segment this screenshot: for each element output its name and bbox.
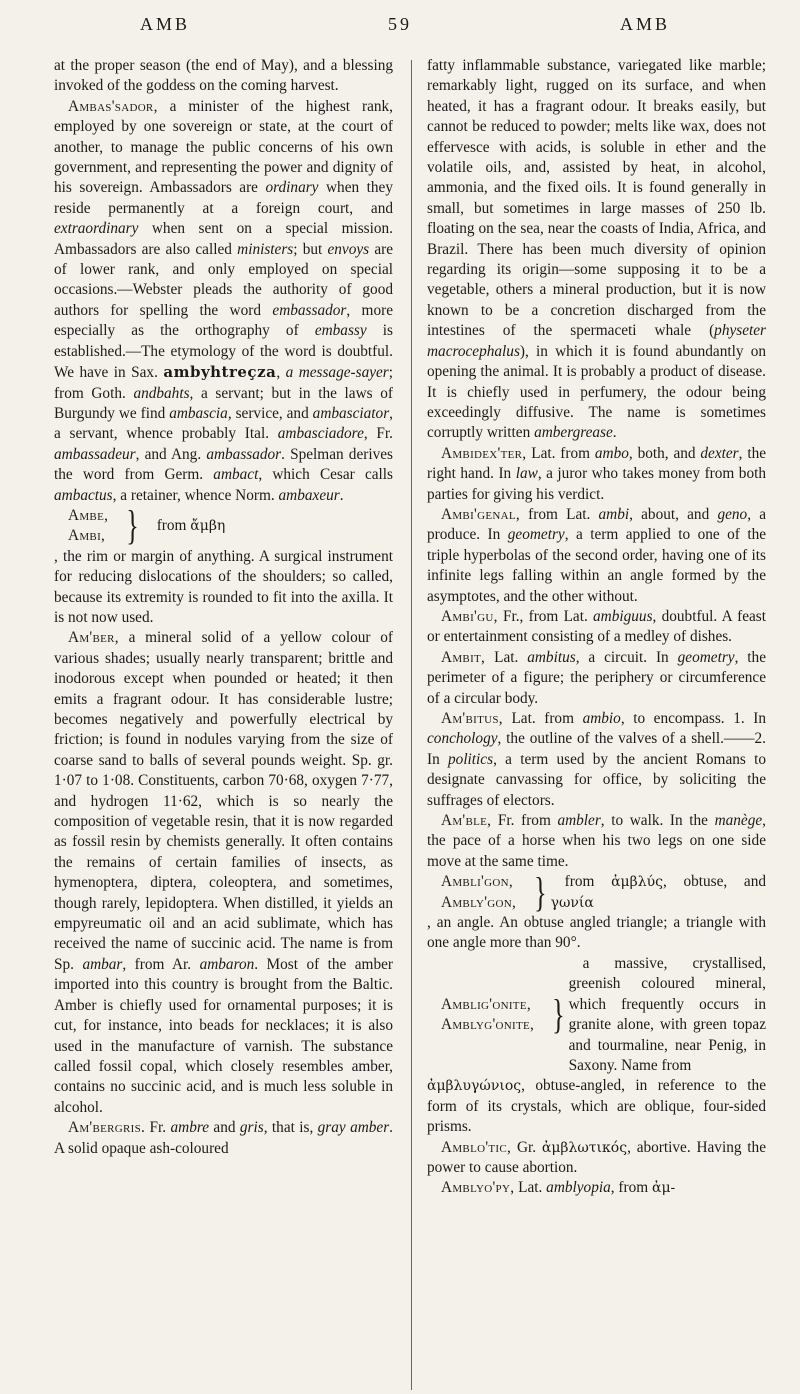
- headword: Am'bergris.: [68, 1119, 146, 1137]
- entry-continuation: at the proper season (the end of May), and a blessing invoked of the goddess on the coming harvest.: [54, 57, 393, 95]
- entry-ambe: Ambe, Ambi, } from ἄμβη: [54, 506, 393, 547]
- page-number: 59: [388, 14, 412, 34]
- entry-amblotic: Amblo'tic, Gr. ἀμβλωτικός, abortive. Having the power to cause abortion.: [427, 1138, 766, 1176]
- entry-ambitus: Am'bitus, Lat. from ambio, to encompass. 1. In conchology, the outline of the valves of a shell.——2. In politics, a term used by the ancient Romans to designate canvassing for office, by soliciting the suffrages of electors.: [427, 710, 767, 809]
- entry-ambit: Ambit, Lat. ambitus, a circuit. In geometry, the perimeter of a figure; the periphery or circumference of a circular body.: [427, 648, 766, 707]
- header-left-guideword: AMB: [140, 14, 191, 34]
- headword: Am'ble,: [441, 812, 492, 830]
- entry-ambergris: Am'bergris. Fr. ambre and gris, that is, gray amber. A solid opaque ash-coloured: [54, 1119, 393, 1157]
- anglo-saxon-word: ambyhtreçza: [163, 363, 277, 382]
- headword: Amblyg'onite,: [441, 1016, 535, 1034]
- headword: Ambas'sador,: [68, 97, 158, 115]
- two-column-body: [54, 56, 766, 1356]
- headword: Ambli'gon,: [441, 873, 513, 891]
- headword: Amblo'tic,: [441, 1138, 512, 1156]
- right-column: [427, 56, 766, 1199]
- headword: Am'bitus,: [441, 710, 503, 727]
- headword: Ambe,: [68, 506, 109, 524]
- header-right-guideword: AMB: [620, 14, 671, 34]
- entry-amber: Am'ber, a mineral solid of a yellow colour of various shades; usually nearly transparent; brittle and inodorous except when pounded or heated; it then emits a fragrant odour. It has considerable lustre; becomes negatively and powerfully electrical by friction; is found in nodules varying from the size of coarse sand to balls of several pounds weight. Sp. gr. 1·07 to 1·08. Constituents, carbon 70·68, oxygen 7·77, and hydrogen 11·62, which is so nearly the composition of vegetable resin, that it is now regarded as fossil resin by chemists generally. It often contains the remains of certain families of insects, as hymenoptera, diptera, coleoptera, and sometimes, though rarely, lepidoptera. When distilled, it yields an empyreumatic oil and an acid sublimate, which has received the name of succinic acid. The name is from Sp. ambar, from Ar. ambaron. Most of the amber imported into this country is brought from the Baltic. Amber is chiefly used for ornamental purposes; it is cut, for instance, into beads for necklaces; it is also used in the manufacture of varnish. The substance called fossil copal, which closely resembles amber, contains no succinic acid, and is much less soluble in alcohol.: [54, 629, 393, 1116]
- entry-ambergris-continued: fatty inflammable substance, variegated like marble; remarkably light, rugged on its surface, and when heated, it has a fragrant odour. It breaks easily, but cannot be reduced to powder; melts like wax, does not effervesce with acids, is soluble in ether and the volatile oils, and, assisted by heat, in alcohol, ammonia, and the fixed oils. It is found generally in small, but sometimes in large masses of 250 lb. floating on the sea, near the coasts of India, Africa, and Brazil. There has been much diversity of opinion regarding its origin—some supposing it to be a vegetable, others a mineral production, but it is now known to be a concretion discharged from the intestines of the spermaceti whale (physeter macrocephalus), in which it is found abundantly on opening the animal. It is probably a product of disease. It is chiefly used in perfumery, the odour being exceedingly diffusive. The name is sometimes corruptly written ambergrease.: [427, 57, 766, 442]
- left-column: [54, 56, 393, 1159]
- entry-amblygon-definition: , an angle. An obtuse angled triangle; a triangle with one angle more than 90°.: [427, 914, 766, 952]
- entry-ambidexter: Ambidex'ter, Lat. from ambo, both, and dexter, the right hand. In law, a juror who takes money from both parties for giving his verdict.: [427, 444, 767, 503]
- headword: Am'ber,: [68, 629, 119, 647]
- brace-glyph: }: [552, 991, 565, 1038]
- headword: Amblig'onite,: [441, 995, 531, 1013]
- entry-amblyopy: Amblyo'py, Lat. amblyopia, from ἀμ-: [441, 1179, 676, 1197]
- headword: Ambi'genal,: [441, 505, 520, 523]
- headword: Ambi'gu,: [441, 607, 498, 625]
- entry-amblygonite-definition: ἀμβλυγώνιος, obtuse-angled, in reference to the form of its crystals, which are oblique, four-sided prisms.: [427, 1077, 766, 1136]
- headword: Amblyo'py,: [441, 1179, 515, 1197]
- entry-ambe-definition: , the rim or margin of anything. A surgical instrument for reducing dislocations of the shoulders; so called, because its extremity is rounded to fit into the axilla. It is not now used.: [54, 547, 393, 626]
- headword: Ambi,: [68, 527, 106, 545]
- entry-amblygon: Ambli'gon, Ambly'gon, } from ἀμβλύς, obtuse, and γωνία: [427, 872, 766, 913]
- running-header: [0, 14, 800, 48]
- brace-glyph: }: [534, 868, 547, 916]
- column-divider: [411, 60, 412, 1390]
- entry-amblygonite: Amblig'onite, Amblyg'onite, } a massive, crystallised, greenish coloured mineral, which frequently occurs in granite alone, with green topaz and tourmaline, near Penig, in Saxony. Name from: [427, 954, 766, 1076]
- brace-glyph: }: [126, 502, 139, 549]
- headword: Ambit,: [441, 648, 486, 666]
- entry-amble: Am'ble, Fr. from ambler, to walk. In the manège, the pace of a horse when his two legs on one side move at the same time.: [427, 812, 766, 870]
- headword: Ambidex'ter,: [441, 444, 527, 462]
- entry-ambassador: Ambas'sador, a minister of the highest rank, employed by one sovereign or state, at the court of another, to manage the public concerns of his own government, and representing the power and dignity of his sovereign. Ambassadors are ordinary when they reside permanently at a foreign court, and extraordinary when sent on a special mission. Ambassadors are also called ministers; but envoys are of lower rank, and only employed on special occasions.—Webster pleads the authority of good authors for spelling the word embassador, more especially as the orthography of embassy is established.—The etymology of the word is doubtful. We have in Sax. ambyhtreçza, a message-sayer; from Goth. andbahts, a servant; but in the laws of Burgundy we find ambascia, service, and ambasciator, a servant, whence probably Ital. ambasciadore, Fr. ambassadeur, and Ang. ambassador. Spelman derives the word from Germ. ambact, which Cesar calls ambactus, a retainer, whence Norm. ambaxeur.: [54, 97, 394, 504]
- headword: Ambly'gon,: [441, 893, 517, 911]
- entry-ambigenal: Ambi'genal, from Lat. ambi, about, and geno, a produce. In geometry, a term applied to one of the triple hyperbolas of the second order, having one of its infinite legs falling within an angle formed by the asymptotes, and the other without.: [427, 505, 767, 605]
- entry-ambigu: Ambi'gu, Fr., from Lat. ambiguus, doubtful. A feast or entertainment consisting of a medley of dishes.: [427, 607, 766, 646]
